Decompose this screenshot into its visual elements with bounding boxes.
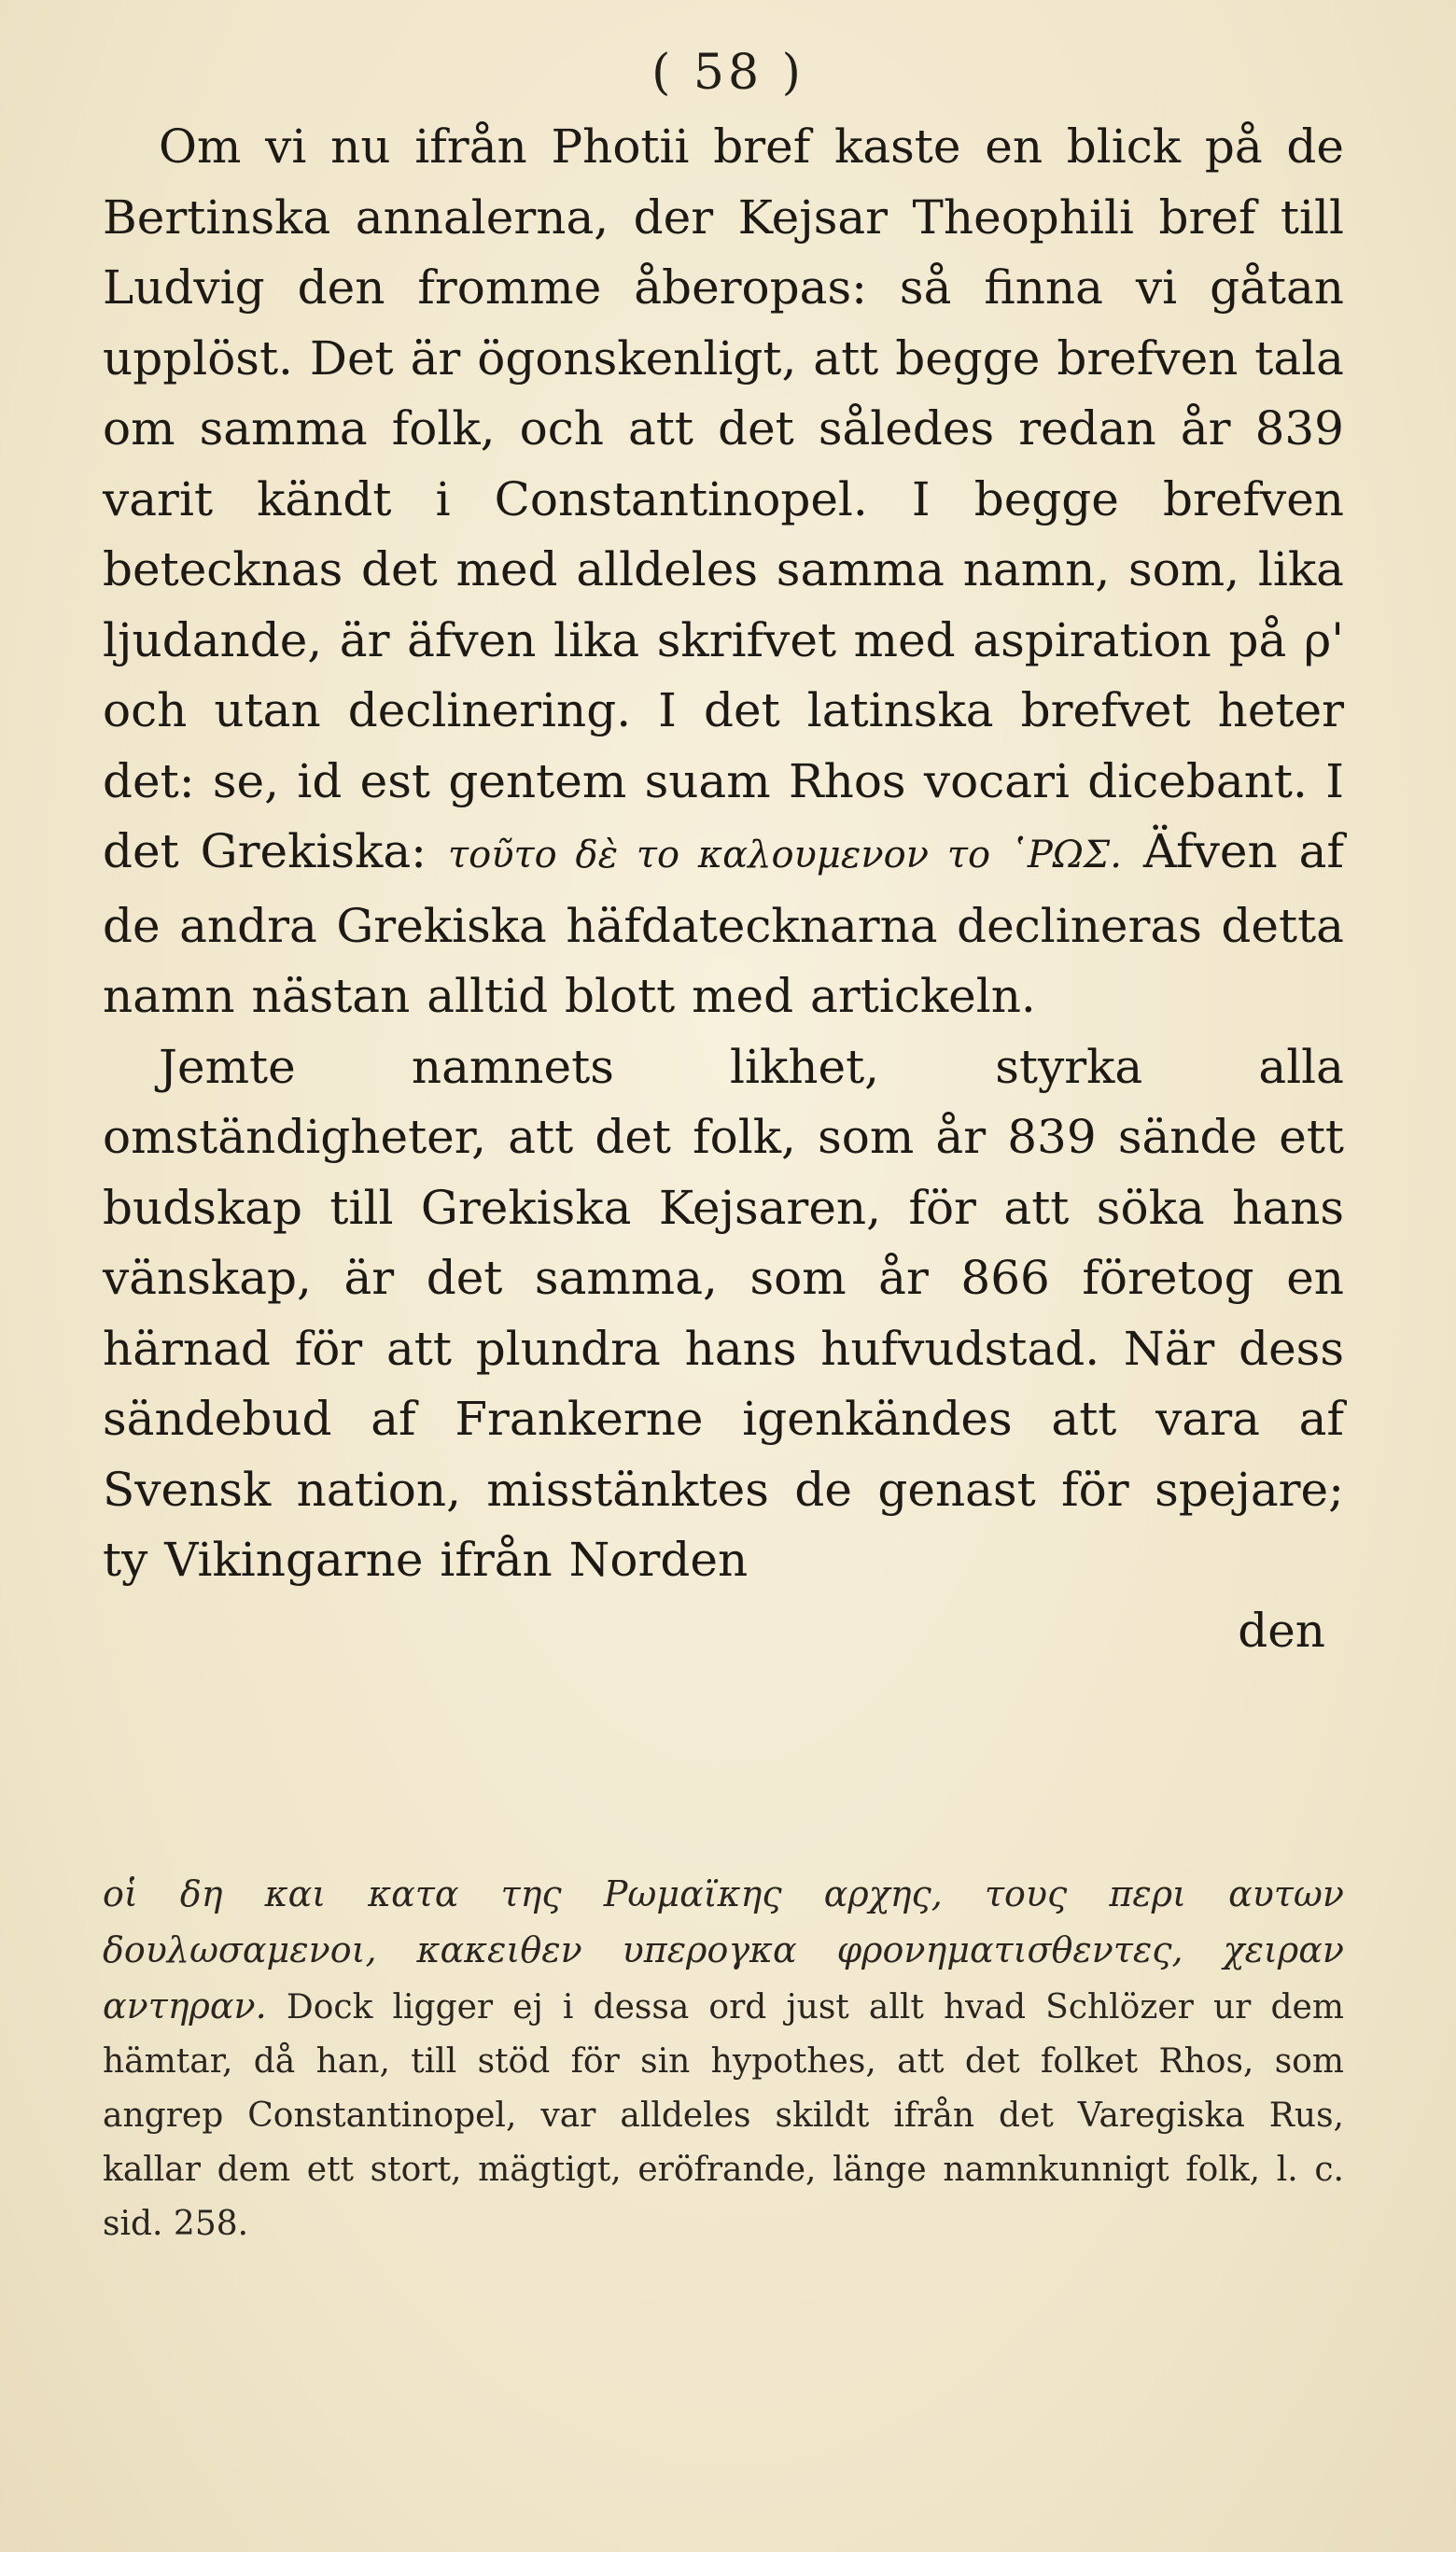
paragraph-1-text-cont: Äfven af de andra Grekiska häfdatecknarna declineras detta namn nästan alltid blott med artickeln.	[103, 824, 1344, 1023]
page-number: ( 58 )	[651, 45, 805, 101]
paragraph-1	[103, 112, 1344, 1032]
paragraph-2-text: Jemte namnets likhet, styrka alla omständigheter, att det folk, som år 839 sände ett budskap till Grekiska Kejsaren, för att söka hans vänskap, är det samma, som år 866 företog en härnad för att plundra hans hufvudstad. När dess sändebud af Frankerne igenkändes att vara af Svensk nation, misstänktes de genast för spejare; ty Vikingarne ifrån Norden	[103, 1039, 1344, 1587]
paragraph-1-text: Om vi nu ifrån Photii bref kaste en blick på de Bertinska annalerna, der Kejsar Theophili bref till Ludvig den fromme åberopas: så finna vi gåtan upplöst. Det är ögonskenligt, att begge brefven tala om samma folk, och att det således redan år 839 varit kändt i Constantinopel. I begge brefven betecknas det med alldeles samma namn, som, lika ljudande, är äfven lika skrifvet med aspiration på ρ' och utan declinering. I det latinska brefvet heter det: se, id est gentem suam Rhos vocari dicebant. I det Grekiska:	[103, 119, 1344, 878]
footnote-greek-quote: οἱ δη και κατα της Ρωμαϊκης αρχης, τους περι αυτων δουλωσαμενοι, κακειθεν υπερογκα φρονηματισθεντες, χειραν αντηραν.	[103, 1873, 1344, 2026]
paragraph-1-greek-quote: τοῦτο δὲ το καλουμενον το ῾ΡΩΣ.	[447, 834, 1122, 876]
footnote-text: Dock ligger ej i dessa ord just allt hvad Schlözer ur dem hämtar, då han, till stöd för sin hypothes, att det folket Rhos, som angrep Constantinopel, var alldeles skildt ifrån det Varegiska Rus, kallar dem ett stort, mägtigt, eröfrande, länge namnkunnigt folk, l. c. sid. 258.	[103, 1988, 1344, 2243]
footnote	[103, 1867, 1344, 2251]
catchword: den	[1238, 1603, 1325, 1658]
main-text	[103, 112, 1344, 1666]
paragraph-2	[103, 1032, 1344, 1596]
